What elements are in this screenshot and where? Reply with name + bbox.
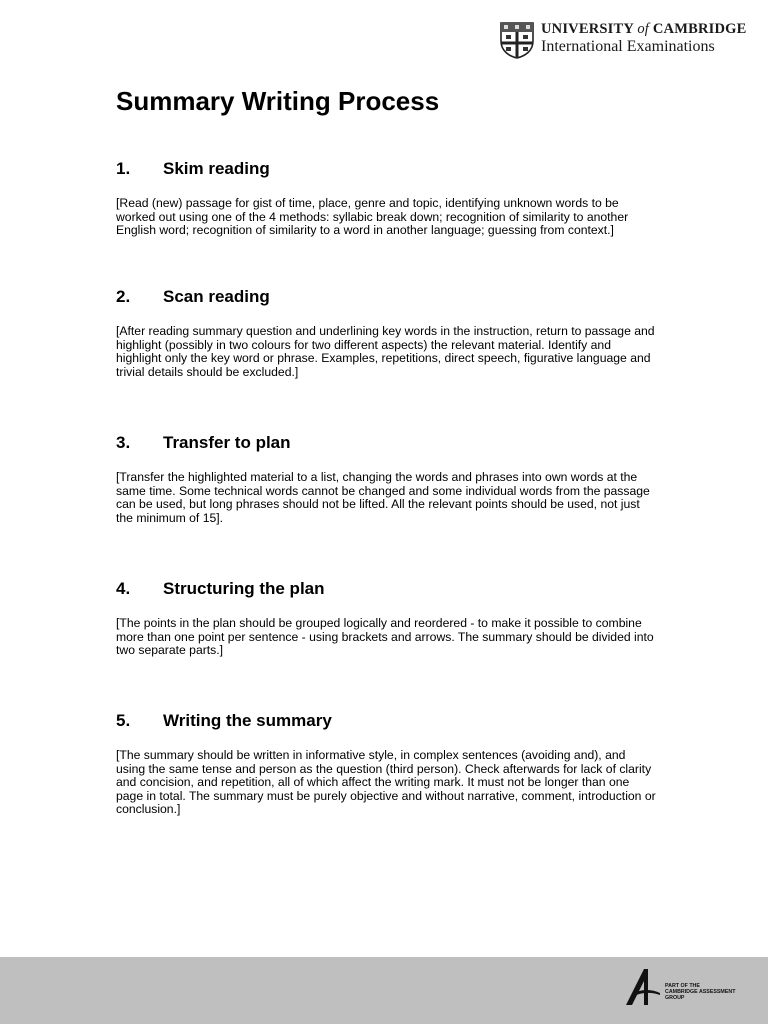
section-body: [Transfer the highlighted material to a list, changing the words and phrases into own words at the same time. Some technical words cannot be changed and some individual words from the passage can be used, but long phrases should not be lifted. All the relevant points should be used, not just the minimum of 15]. xyxy=(116,470,650,525)
page-title: Summary Writing Process xyxy=(116,86,440,116)
cambridge-assessment-logo xyxy=(624,965,754,1015)
section-title: Skim reading xyxy=(163,159,270,178)
section-transfer-to-plan xyxy=(116,431,656,525)
section-heading xyxy=(116,709,656,733)
section-heading xyxy=(116,577,656,601)
section-writing-the-summary xyxy=(116,709,656,817)
footer-bar xyxy=(0,957,768,1024)
section-heading xyxy=(116,431,656,455)
section-number: 2. xyxy=(116,287,131,306)
section-body: [After reading summary question and underlining key words in the instruction, return to passage and highlight (possibly in two colours for two different aspects) the relevant material. Identify and highlight only the key word or phrase. Examples, repetitions, direct speech, figurative language and trivial details should be excluded.] xyxy=(116,324,655,379)
section-title: Scan reading xyxy=(163,287,270,306)
section-title: Transfer to plan xyxy=(163,433,291,452)
header-logo xyxy=(499,20,747,60)
section-heading xyxy=(116,285,656,309)
section-scan-reading xyxy=(116,285,656,379)
footer-logo-text: PART OF THE CAMBRIDGE ASSESSMENT GROUP xyxy=(665,983,736,1001)
section-title: Writing the summary xyxy=(163,711,332,730)
cambridge-assessment-a-icon xyxy=(624,967,662,1007)
university-crest-icon xyxy=(499,21,535,59)
section-title: Structuring the plan xyxy=(163,579,325,598)
section-number: 1. xyxy=(116,159,131,178)
section-body: [The points in the plan should be grouped logically and reordered - to make it possible to combine more than one point per sentence - using brackets and arrows. The summary should be divided into two separate parts.] xyxy=(116,616,654,657)
section-structuring-the-plan xyxy=(116,577,656,658)
section-number: 5. xyxy=(116,711,131,730)
section-number: 4. xyxy=(116,579,131,598)
section-body: [The summary should be written in informative style, in complex sentences (avoiding and), and using the same tense and person as the question (third person). Check afterwards for lack of clarity and concision, and repetition, all of which affect the writing mark. It must not be longer than one page in total. The summary must be purely objective and without narrative, comment, introduction or conclusion.] xyxy=(116,748,656,816)
section-skim-reading xyxy=(116,157,656,238)
university-subtitle: International Examinations xyxy=(541,38,715,55)
university-name: UNIVERSITY of CAMBRIDGE xyxy=(541,21,747,37)
section-body: [Read (new) passage for gist of time, place, genre and topic, identifying unknown words to be worked out using one of the 4 methods: syllabic break down; recognition of similarity to another English word; recognition of similarity to a word in another language; guessing from context.] xyxy=(116,196,629,237)
section-heading xyxy=(116,157,656,181)
section-number: 3. xyxy=(116,433,131,452)
